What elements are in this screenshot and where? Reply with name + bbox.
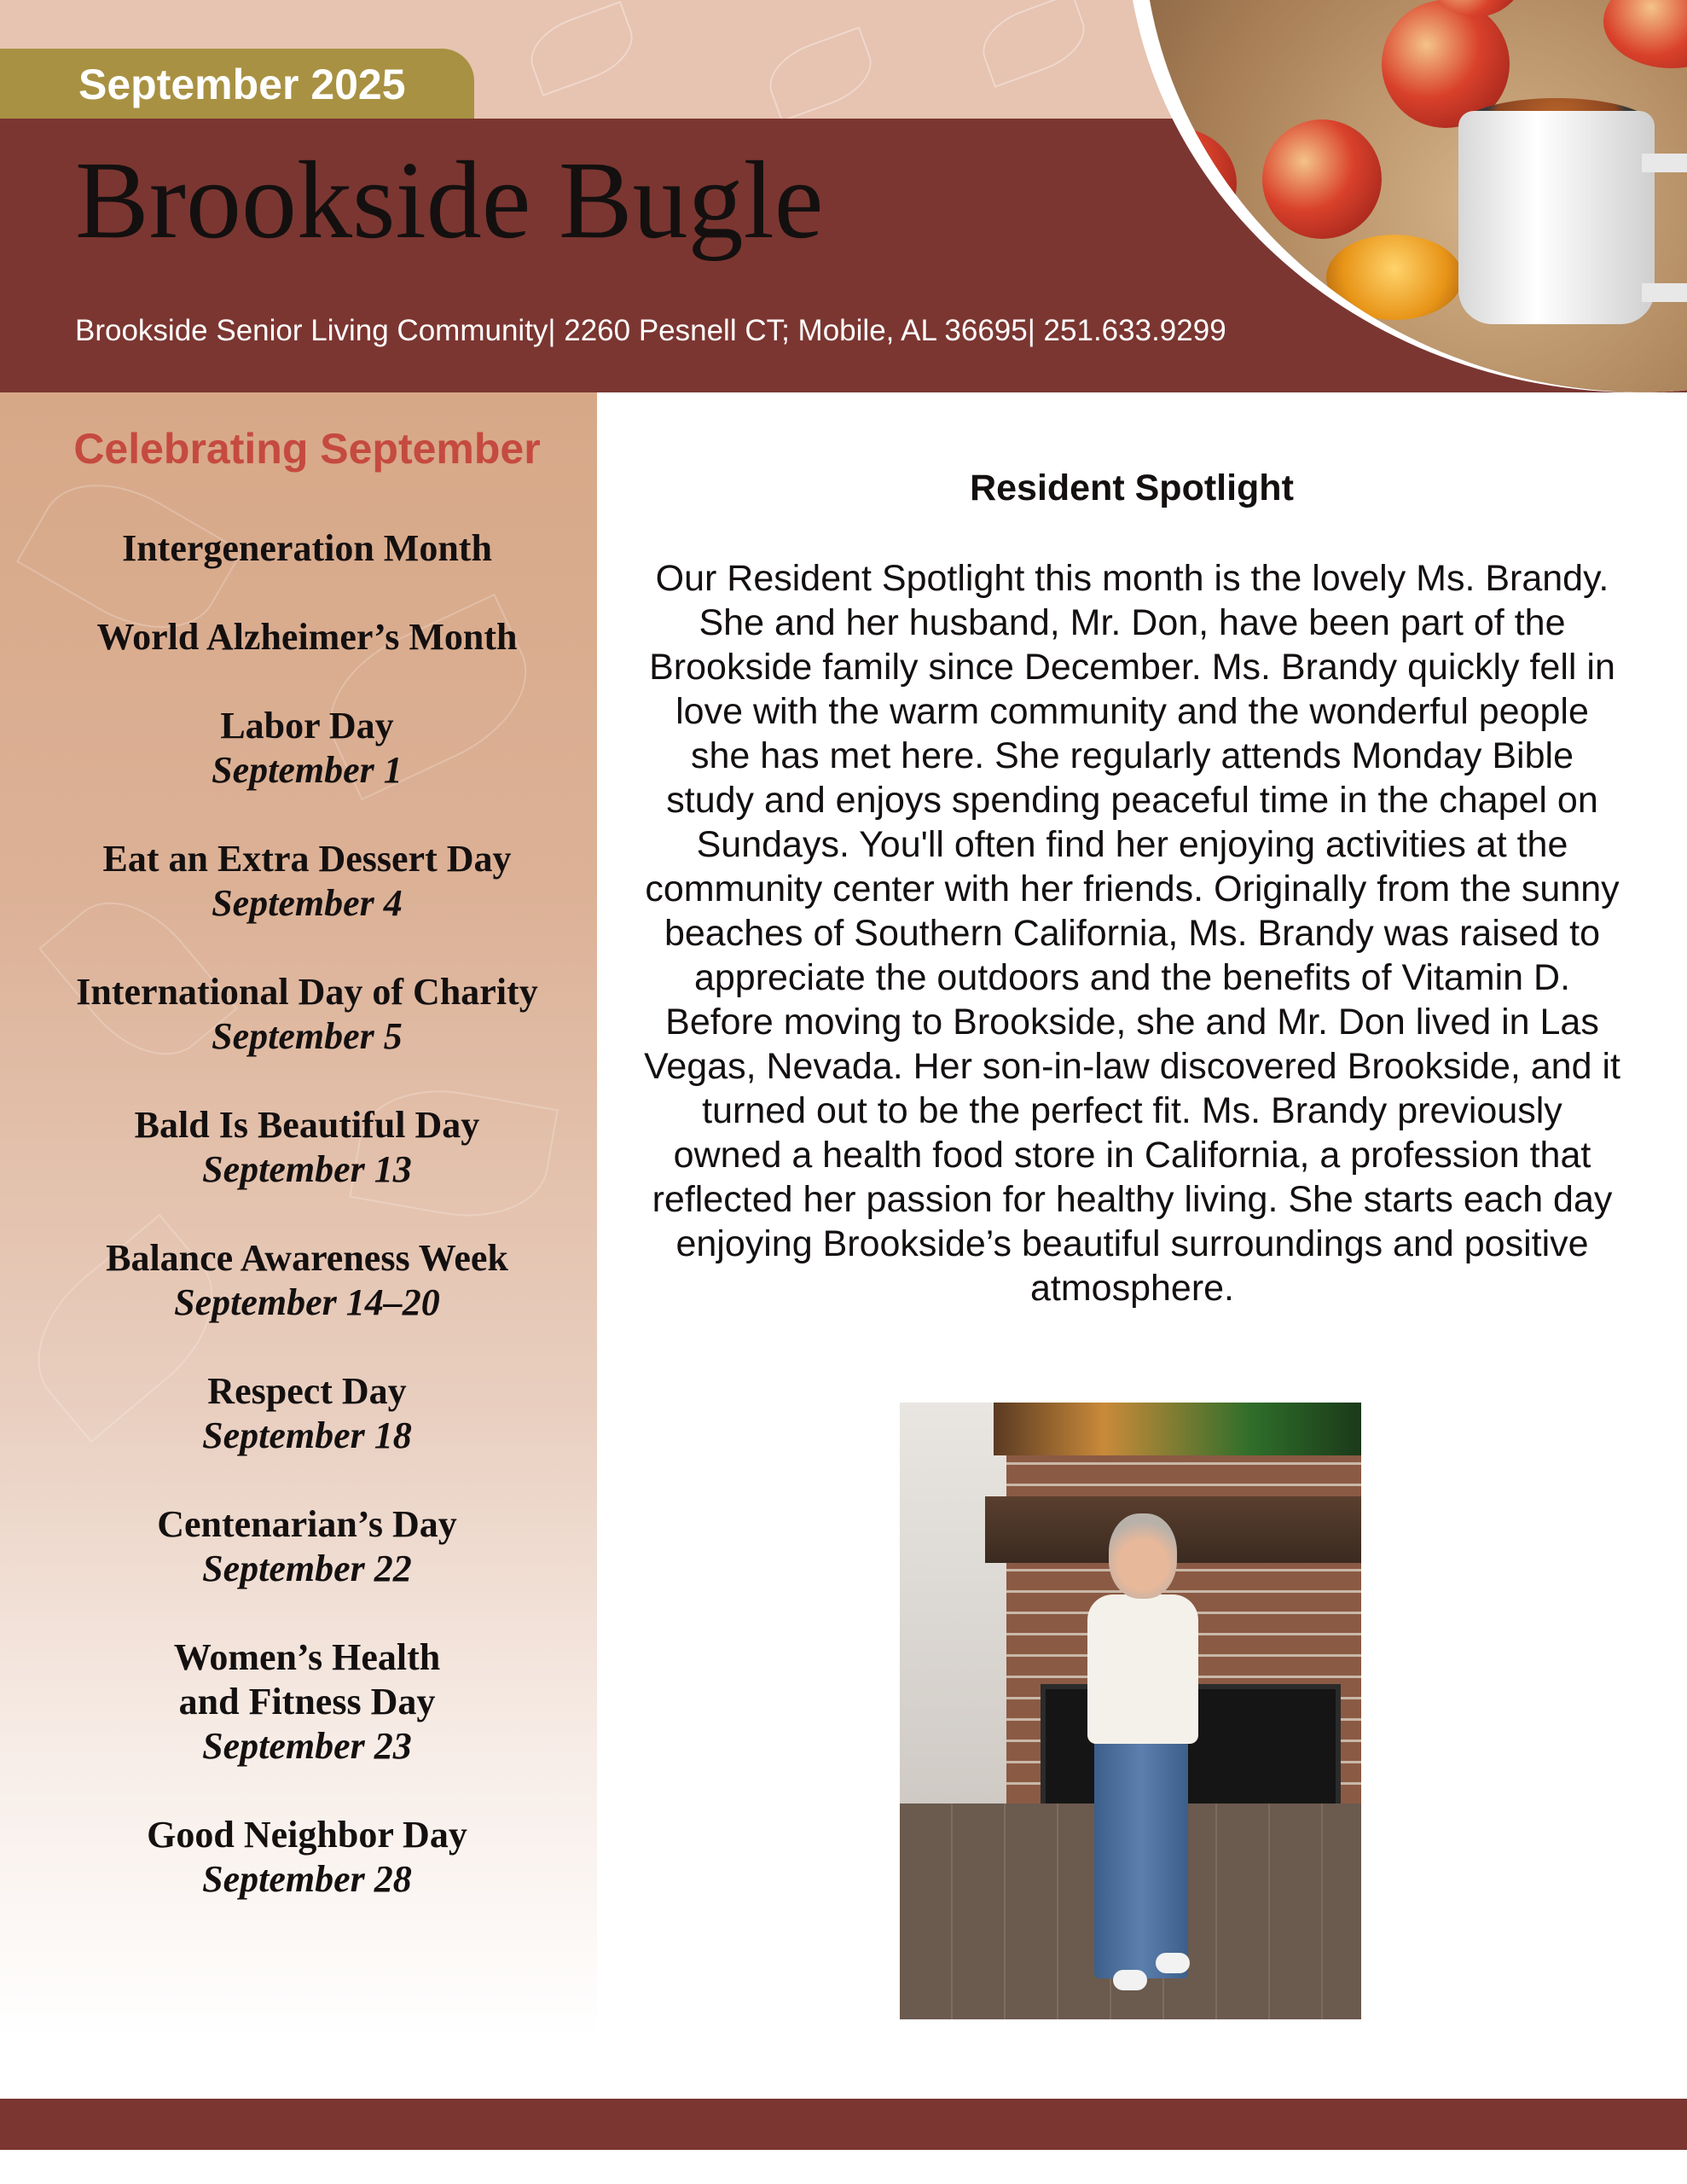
- event-bald-is-beautiful-day: [0, 1103, 614, 1192]
- event-name: Good Neighbor Day: [147, 1814, 467, 1856]
- event-date: September 28: [202, 1858, 412, 1900]
- event-name: Eat an Extra Dessert Day: [102, 838, 512, 880]
- event-date: September 23: [202, 1725, 412, 1767]
- event-intergeneration-month: [0, 526, 614, 571]
- event-date: September 1: [212, 749, 403, 791]
- photo-resident-shirt: [1087, 1594, 1198, 1744]
- event-name: Respect Day: [207, 1370, 407, 1412]
- event-name: World Alzheimer’s Month: [96, 616, 518, 658]
- community-address: Brookside Senior Living Community| 2260 Pesnell CT; Mobile, AL 36695| 251.633.9299: [75, 314, 1226, 347]
- issue-date-tab: [0, 49, 474, 120]
- resident-photo: [900, 1403, 1361, 2019]
- event-name: Intergeneration Month: [122, 527, 492, 569]
- apple-illustration: [1603, 0, 1687, 68]
- event-date: September 18: [202, 1414, 412, 1456]
- event-name-continued: and Fitness Day: [178, 1681, 436, 1722]
- event-centenarians-day: [0, 1502, 614, 1591]
- event-labor-day: [0, 704, 614, 793]
- event-day-of-charity: [0, 970, 614, 1059]
- event-date: September 22: [202, 1548, 412, 1589]
- event-name: Centenarian’s Day: [157, 1503, 457, 1545]
- mug-illustration: [1458, 111, 1655, 324]
- leaf-pattern-decoration: [760, 26, 881, 119]
- photo-tv: [994, 1403, 1361, 1455]
- event-balance-awareness-week: [0, 1236, 614, 1325]
- event-date: September 4: [212, 882, 403, 924]
- photo-resident-shoe: [1113, 1970, 1147, 1990]
- issue-date: September 2025: [78, 61, 406, 108]
- event-womens-health-fitness-day: [0, 1635, 614, 1769]
- event-name: Labor Day: [220, 705, 394, 746]
- event-name: Women’s Health: [173, 1636, 441, 1678]
- event-name: Bald Is Beautiful Day: [134, 1104, 480, 1146]
- event-date: September 5: [212, 1015, 403, 1057]
- event-world-alzheimers-month: [0, 615, 614, 659]
- honey-bowl-illustration: [1326, 235, 1463, 320]
- photo-resident-shoe: [1156, 1953, 1190, 1973]
- mug-handle-illustration: [1642, 154, 1687, 302]
- event-respect-day: [0, 1369, 614, 1458]
- event-name: International Day of Charity: [76, 971, 538, 1013]
- leaf-pattern-decoration: [973, 0, 1094, 88]
- event-extra-dessert-day: [0, 837, 614, 926]
- event-good-neighbor-day: [0, 1813, 614, 1902]
- sidebar-heading: Celebrating September: [73, 425, 541, 473]
- event-name: Balance Awareness Week: [106, 1237, 508, 1279]
- photo-resident-head: [1109, 1513, 1177, 1599]
- footer-band: [0, 2099, 1687, 2150]
- newsletter-title: Brookside Bugle: [75, 139, 824, 262]
- event-date: September 13: [202, 1148, 412, 1190]
- article-body: Our Resident Spotlight this month is the lovely Ms. Brandy. She and her husband, Mr. Don, have been part of the Brookside family since December. Ms. Brandy quickly fell in love with the warm community and the wonderful people she has met here. She regularly attends Monday Bible study and enjoys spending peaceful time in the chapel on Sundays. You'll often find her enjoying activities at the community center with her friends. Originally from the sunny beaches of Southern California, Ms. Brandy was raised to appreciate the outdoors and the benefits of Vitamin D. Before moving to Brookside, she and Mr. Don lived in Las Vegas, Nevada. Her son-in-law discovered Brookside, and it turned out to be the perfect fit. Ms. Brandy previously owned a health food store in California, a profession that reflected her passion for healthy living. She starts each day enjoying Brookside’s beautiful surroundings and positive atmosphere.: [644, 558, 1620, 1309]
- apple-illustration: [1262, 119, 1382, 239]
- leaf-pattern-decoration: [521, 1, 642, 96]
- event-date: September 14–20: [174, 1281, 440, 1323]
- article-title: Resident Spotlight: [970, 468, 1294, 508]
- photo-resident-jeans: [1094, 1740, 1188, 1978]
